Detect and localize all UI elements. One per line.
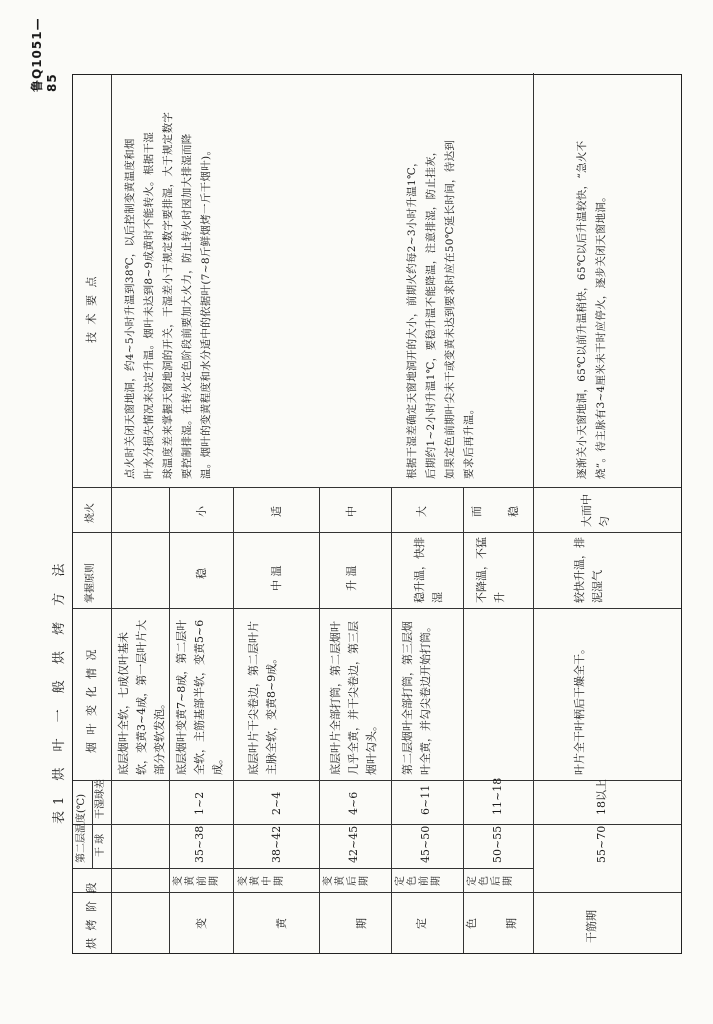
tech-line: 要求后再升温。 [463, 403, 475, 479]
stage-label: 干筋期 [585, 910, 598, 943]
tech-line: 如果定色前期叶尖未干或变黄未达到要求时应在50℃延长时间，待达到 [444, 139, 456, 479]
header-fire: 烧火 [85, 503, 96, 523]
stage-sub: 变黄前期 [173, 876, 220, 886]
baking-method-table [72, 74, 682, 954]
dry-bulb-temp: 45~50 [419, 825, 432, 863]
table-title: 表1 烘 叶 一 般 烘 烤 方 法 [52, 557, 67, 824]
leaf-change-text: 底层烟叶全软，七成仅叶基未软，变黄3~4成，第一层叶片大部分变软发泡。 [117, 619, 166, 775]
fire-text: 大而中匀 [580, 494, 611, 527]
header-control: 掌握原则 [85, 563, 96, 603]
fire-text: 小 [195, 506, 208, 517]
tech-line: 温。烟叶的变黄程度和水分适中的依据叶(7~8斤鲜烟烤一斤干烟叶)。 [200, 144, 212, 479]
control-text: 较快升温，排泥湿气 [573, 537, 604, 603]
dry-wet-diff: 6~11 [419, 784, 432, 815]
tech-line: 点火时关闭天窗地洞，约4~5小时升温到38℃，以后控制变黄温度和烟 [124, 138, 136, 479]
stage-sub: 定色后期 [467, 876, 514, 886]
dry-bulb-temp: 55~70 [595, 825, 608, 863]
document-code: 鲁Q1051—85 [30, 17, 59, 92]
control-text: 不降温，不猛升 [475, 537, 506, 603]
tech-line: 后期约1~2小时升温1℃，要稳升温不能降温，注意排湿，防止挂灰， [425, 145, 437, 479]
header-tech-points: 技 术 要 点 [85, 274, 98, 343]
stage-label: 变 [195, 918, 208, 929]
dry-bulb-temp: 38~42 [270, 825, 283, 863]
leaf-change-text: 第二层烟叶全部打筒，第三层烟叶全黄，并勾尖卷边开始打筒。 [401, 621, 432, 775]
fire-text: 而 [470, 506, 483, 517]
stage-sub: 变黄后期 [323, 876, 370, 886]
dry-wet-diff: 11~18 [491, 777, 504, 815]
header-temp: 第二层温度(℃) [76, 794, 87, 863]
stage-sub: 定色前期 [395, 876, 442, 886]
control-text: 升 温 [345, 565, 358, 591]
header-stage: 烘 烤 阶 段 [85, 880, 98, 949]
header-dry-bulb: 干 球 [95, 833, 106, 857]
tech-line: 要控制排湿。在转火定色阶段前要加大火力，防止转火时因加大排湿而降 [181, 133, 193, 479]
stage-sub: 变黄中期 [238, 876, 285, 886]
fire-text: 中 [345, 506, 358, 517]
leaf-change-text: 底层叶片干尖卷边，第二层叶片主脉全软，变黄8~9成。 [247, 621, 278, 775]
fire-text: 稳 [507, 506, 520, 517]
tech-line: 叶水分损失情况来决定升温。烟叶未达到8~9成黄时不能转火。根据干湿 [143, 131, 155, 479]
leaf-change-text: 底层烟叶变黄7~8成，第二层叶全软，主筋基部半软，变黄5~6成。 [175, 619, 224, 775]
stage-label: 期 [505, 918, 518, 929]
dry-wet-diff: 4~6 [347, 791, 360, 815]
dry-wet-diff: 1~2 [193, 791, 206, 815]
tech-line: 球温度差来掌握天窗地洞的开关，干湿差小于规定数字要排湿，大于规定数字 [162, 111, 174, 479]
fire-text: 适 [270, 506, 283, 517]
header-wet-diff: 干湿球差 [95, 779, 106, 819]
dry-wet-diff: 18以上 [595, 779, 608, 815]
header-leaf-change: 烟 叶 变 化 情 况 [85, 647, 98, 753]
stage-label: 期 [355, 918, 368, 929]
fire-text: 大 [415, 506, 428, 517]
dry-bulb-temp: 50~55 [491, 825, 504, 863]
tech-yellowing [121, 79, 216, 479]
control-text: 中 温 [270, 565, 283, 591]
tech-fixing [403, 79, 479, 479]
tech-drying [573, 79, 611, 479]
dry-bulb-temp: 42~45 [347, 825, 360, 863]
control-text: 稳升温，快排湿 [413, 537, 444, 603]
dry-bulb-temp: 35~38 [193, 825, 206, 863]
tech-line: 根据干湿差确定天窗地洞开的大小，前期火约每2~3小时升温1℃， [406, 156, 418, 479]
stage-label: 色 [465, 918, 478, 929]
control-text: 稳 [195, 568, 208, 579]
tech-line: 烧”。待主脉有3~4厘米未干时应停火，逐步关闭天窗地洞。 [595, 191, 607, 479]
dry-wet-diff: 2~4 [270, 791, 283, 815]
tech-line: 逐渐关小天窗地洞，65℃以前升温稍快，65℃以后升温较快，“急火不 [576, 140, 588, 479]
leaf-change-text: 叶片全干叶柄后干燥全干。 [573, 643, 586, 775]
leaf-change-text: 底层叶片全部打筒，第二层烟叶几乎全黄，并干尖卷边，第三层烟叶勾头。 [329, 621, 378, 775]
stage-label: 黄 [275, 918, 288, 929]
stage-label: 定 [415, 918, 428, 929]
